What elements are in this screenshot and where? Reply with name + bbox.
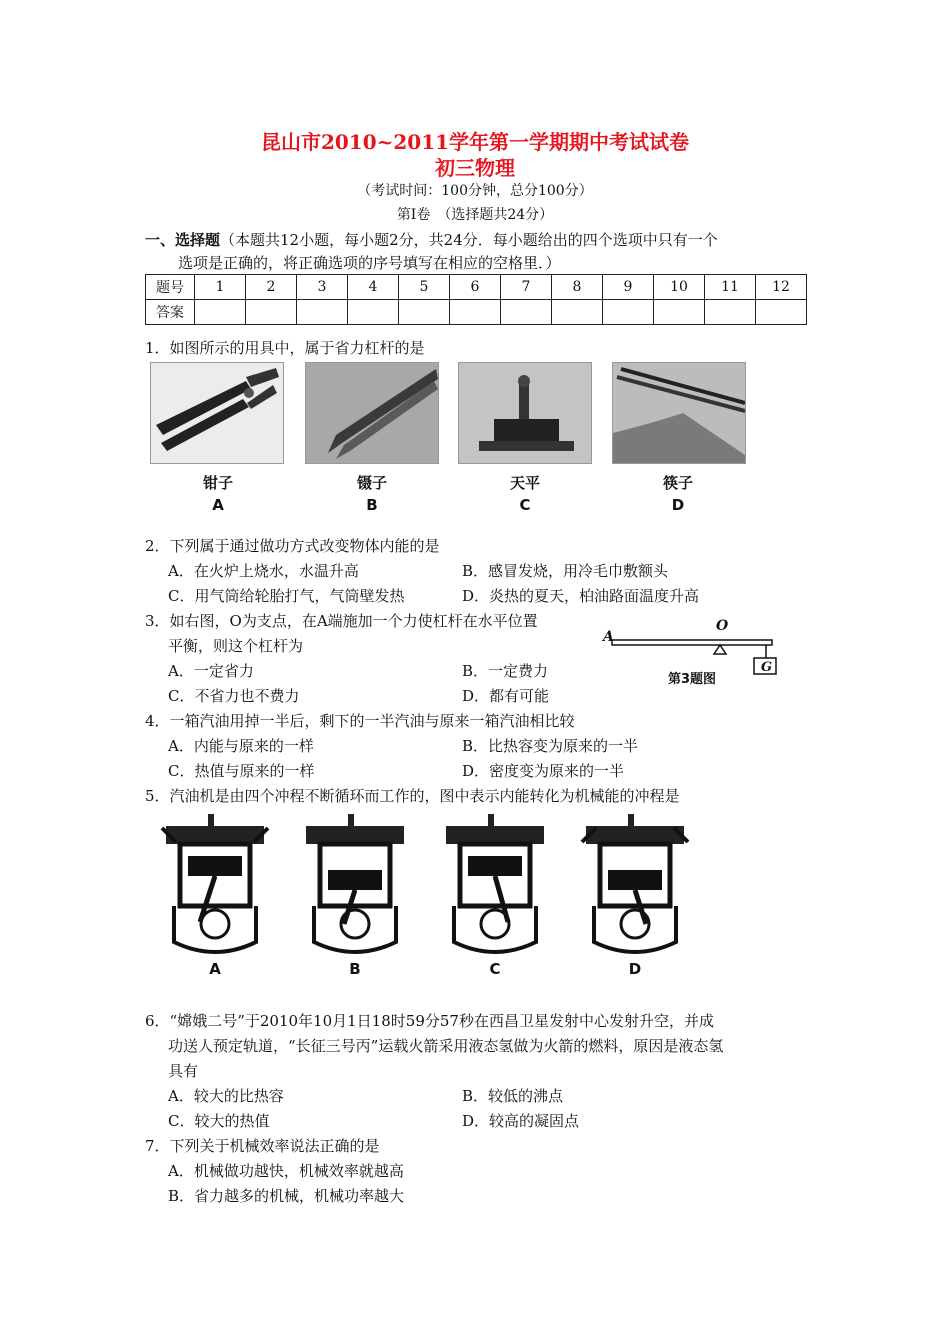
q1-item-label: 镊子 bbox=[356, 474, 387, 492]
engine-stroke-c bbox=[440, 812, 550, 957]
tweezers-photo bbox=[305, 362, 439, 464]
q6-stem-line3: 具有 bbox=[168, 1062, 199, 1080]
q1-item-letter: D bbox=[671, 496, 685, 514]
answer-table bbox=[145, 274, 807, 325]
question-number: 4 bbox=[348, 275, 399, 300]
instructions-line2: 选项是正确的，将正确选项的序号填写在相应的空格里．） bbox=[178, 254, 561, 272]
q5-figure-letter: B bbox=[349, 960, 361, 978]
question-number: 3 bbox=[297, 275, 348, 300]
q7-option-a: A．机械做功越快，机械效率就越高 bbox=[168, 1162, 404, 1180]
balance-icon bbox=[459, 363, 591, 463]
engine-cylinder-icon bbox=[440, 812, 550, 957]
question-number: 10 bbox=[654, 275, 705, 300]
q5-figure-letter: A bbox=[209, 960, 221, 978]
q5-stem: 5．汽油机是由四个冲程不断循环而工作的，图中表示内能转化为机械能的冲程是 bbox=[145, 787, 680, 805]
question-number: 1 bbox=[195, 275, 246, 300]
q6-option-d: D．较高的凝固点 bbox=[462, 1112, 580, 1130]
q5-figure-letter: C bbox=[489, 960, 501, 978]
q7-stem: 7．下列关于机械效率说法正确的是 bbox=[145, 1137, 380, 1155]
q2-option-b: B．感冒发烧，用冷毛巾敷额头 bbox=[462, 562, 669, 580]
question-number: 2 bbox=[246, 275, 297, 300]
answer-cell[interactable] bbox=[297, 300, 348, 325]
question-number: 11 bbox=[705, 275, 756, 300]
engine-stroke-b bbox=[300, 812, 410, 957]
lever-label-g: G bbox=[761, 660, 773, 675]
question-number: 7 bbox=[501, 275, 552, 300]
engine-cylinder-icon bbox=[160, 812, 270, 957]
answer-cell[interactable] bbox=[705, 300, 756, 325]
answer-cell[interactable] bbox=[552, 300, 603, 325]
q3-stem-line2: 平衡，则这个杠杆为 bbox=[168, 637, 304, 655]
instructions-line1: （本题共12小题，每小题2分，共24分．每小题给出的四个选项中只有一个 bbox=[220, 231, 718, 249]
q2-option-d: D．炎热的夏天，柏油路面温度升高 bbox=[462, 587, 700, 605]
engine-cylinder-icon bbox=[300, 812, 410, 957]
answer-cell[interactable] bbox=[195, 300, 246, 325]
q6-option-b: B．较低的沸点 bbox=[462, 1087, 564, 1105]
q3-option-b: B．一定费力 bbox=[462, 662, 549, 680]
q3-option-c: C．不省力也不费力 bbox=[168, 687, 300, 705]
exam-info: （考试时间：100分钟，总分100分） bbox=[357, 183, 593, 199]
engine-stroke-a bbox=[160, 812, 270, 957]
pliers-photo bbox=[150, 362, 284, 464]
q2-option-c: C．用气筒给轮胎打气，气筒壁发热 bbox=[168, 587, 405, 605]
q4-option-a: A．内能与原来的一样 bbox=[168, 737, 314, 755]
tweezers-icon bbox=[306, 363, 438, 463]
answer-cell[interactable] bbox=[501, 300, 552, 325]
engine-cylinder-icon bbox=[580, 812, 690, 957]
row-label-answer: 答案 bbox=[146, 300, 195, 325]
subject-title: 初三物理 bbox=[435, 156, 515, 180]
q5-figure-letter: D bbox=[628, 960, 642, 978]
question-number: 5 bbox=[399, 275, 450, 300]
q3-figure-caption: 第3题图 bbox=[668, 672, 717, 687]
answer-cell[interactable] bbox=[450, 300, 501, 325]
lever-label-o: O bbox=[716, 618, 729, 634]
question-number: 6 bbox=[450, 275, 501, 300]
chopsticks-photo bbox=[612, 362, 746, 464]
q2-option-a: A．在火炉上烧水，水温升高 bbox=[168, 562, 359, 580]
answer-cell[interactable] bbox=[348, 300, 399, 325]
lever-label-a: A bbox=[603, 629, 614, 645]
exam-title: 昆山市2010~2011学年第一学期期中考试试卷 bbox=[260, 130, 690, 154]
part1-instructions bbox=[145, 229, 718, 250]
table-row bbox=[146, 275, 807, 300]
q1-item-letter: B bbox=[366, 496, 378, 514]
q1-item-label: 筷子 bbox=[662, 474, 693, 492]
answer-cell[interactable] bbox=[246, 300, 297, 325]
q6-stem-line2: 功送人预定轨道，“长征三号丙”运载火箭采用液态氢做为火箭的燃料，原因是液态氢 bbox=[168, 1037, 724, 1055]
pliers-icon bbox=[151, 363, 283, 463]
row-label-number: 题号 bbox=[146, 275, 195, 300]
answer-cell[interactable] bbox=[603, 300, 654, 325]
answer-cell[interactable] bbox=[399, 300, 450, 325]
q2-stem: 2．下列属于通过做功方式改变物体内能的是 bbox=[145, 537, 440, 555]
q4-option-b: B．比热容变为原来的一半 bbox=[462, 737, 639, 755]
q1-item-label: 天平 bbox=[509, 474, 540, 492]
q6-stem-line1: 6．“嫦娥二号”于2010年10月1日18时59分57秒在西昌卫星发射中心发射升空，并成 bbox=[145, 1012, 714, 1030]
answer-cell[interactable] bbox=[756, 300, 807, 325]
q3-option-a: A．一定省力 bbox=[168, 662, 254, 680]
question-number: 12 bbox=[756, 275, 807, 300]
q4-stem: 4．一箱汽油用掉一半后，剩下的一半汽油与原来一箱汽油相比较 bbox=[145, 712, 575, 730]
question-number: 8 bbox=[552, 275, 603, 300]
q3-stem-line1: 3．如右图，O为支点，在A端施加一个力使杠杆在水平位置 bbox=[145, 612, 538, 630]
section-label: 第Ⅰ卷 （选择题共24分） bbox=[396, 207, 554, 223]
q1-item-letter: A bbox=[212, 496, 224, 514]
chopsticks-icon bbox=[613, 363, 745, 463]
balance-photo bbox=[458, 362, 592, 464]
q1-item-label: 钳子 bbox=[202, 474, 233, 492]
part1-heading: 一、选择题 bbox=[145, 231, 221, 249]
q3-option-d: D．都有可能 bbox=[462, 687, 550, 705]
table-row bbox=[146, 300, 807, 325]
answer-cell[interactable] bbox=[654, 300, 705, 325]
q1-item-letter: C bbox=[519, 496, 531, 514]
q7-option-b: B．省力越多的机械，机械功率越大 bbox=[168, 1187, 405, 1205]
q1-stem: 1．如图所示的用具中，属于省力杠杆的是 bbox=[145, 339, 425, 357]
q4-option-d: D．密度变为原来的一半 bbox=[462, 762, 625, 780]
q6-option-c: C．较大的热值 bbox=[168, 1112, 270, 1130]
question-number: 9 bbox=[603, 275, 654, 300]
engine-stroke-d bbox=[580, 812, 690, 957]
q6-option-a: A．较大的比热容 bbox=[168, 1087, 284, 1105]
q4-option-c: C．热值与原来的一样 bbox=[168, 762, 315, 780]
